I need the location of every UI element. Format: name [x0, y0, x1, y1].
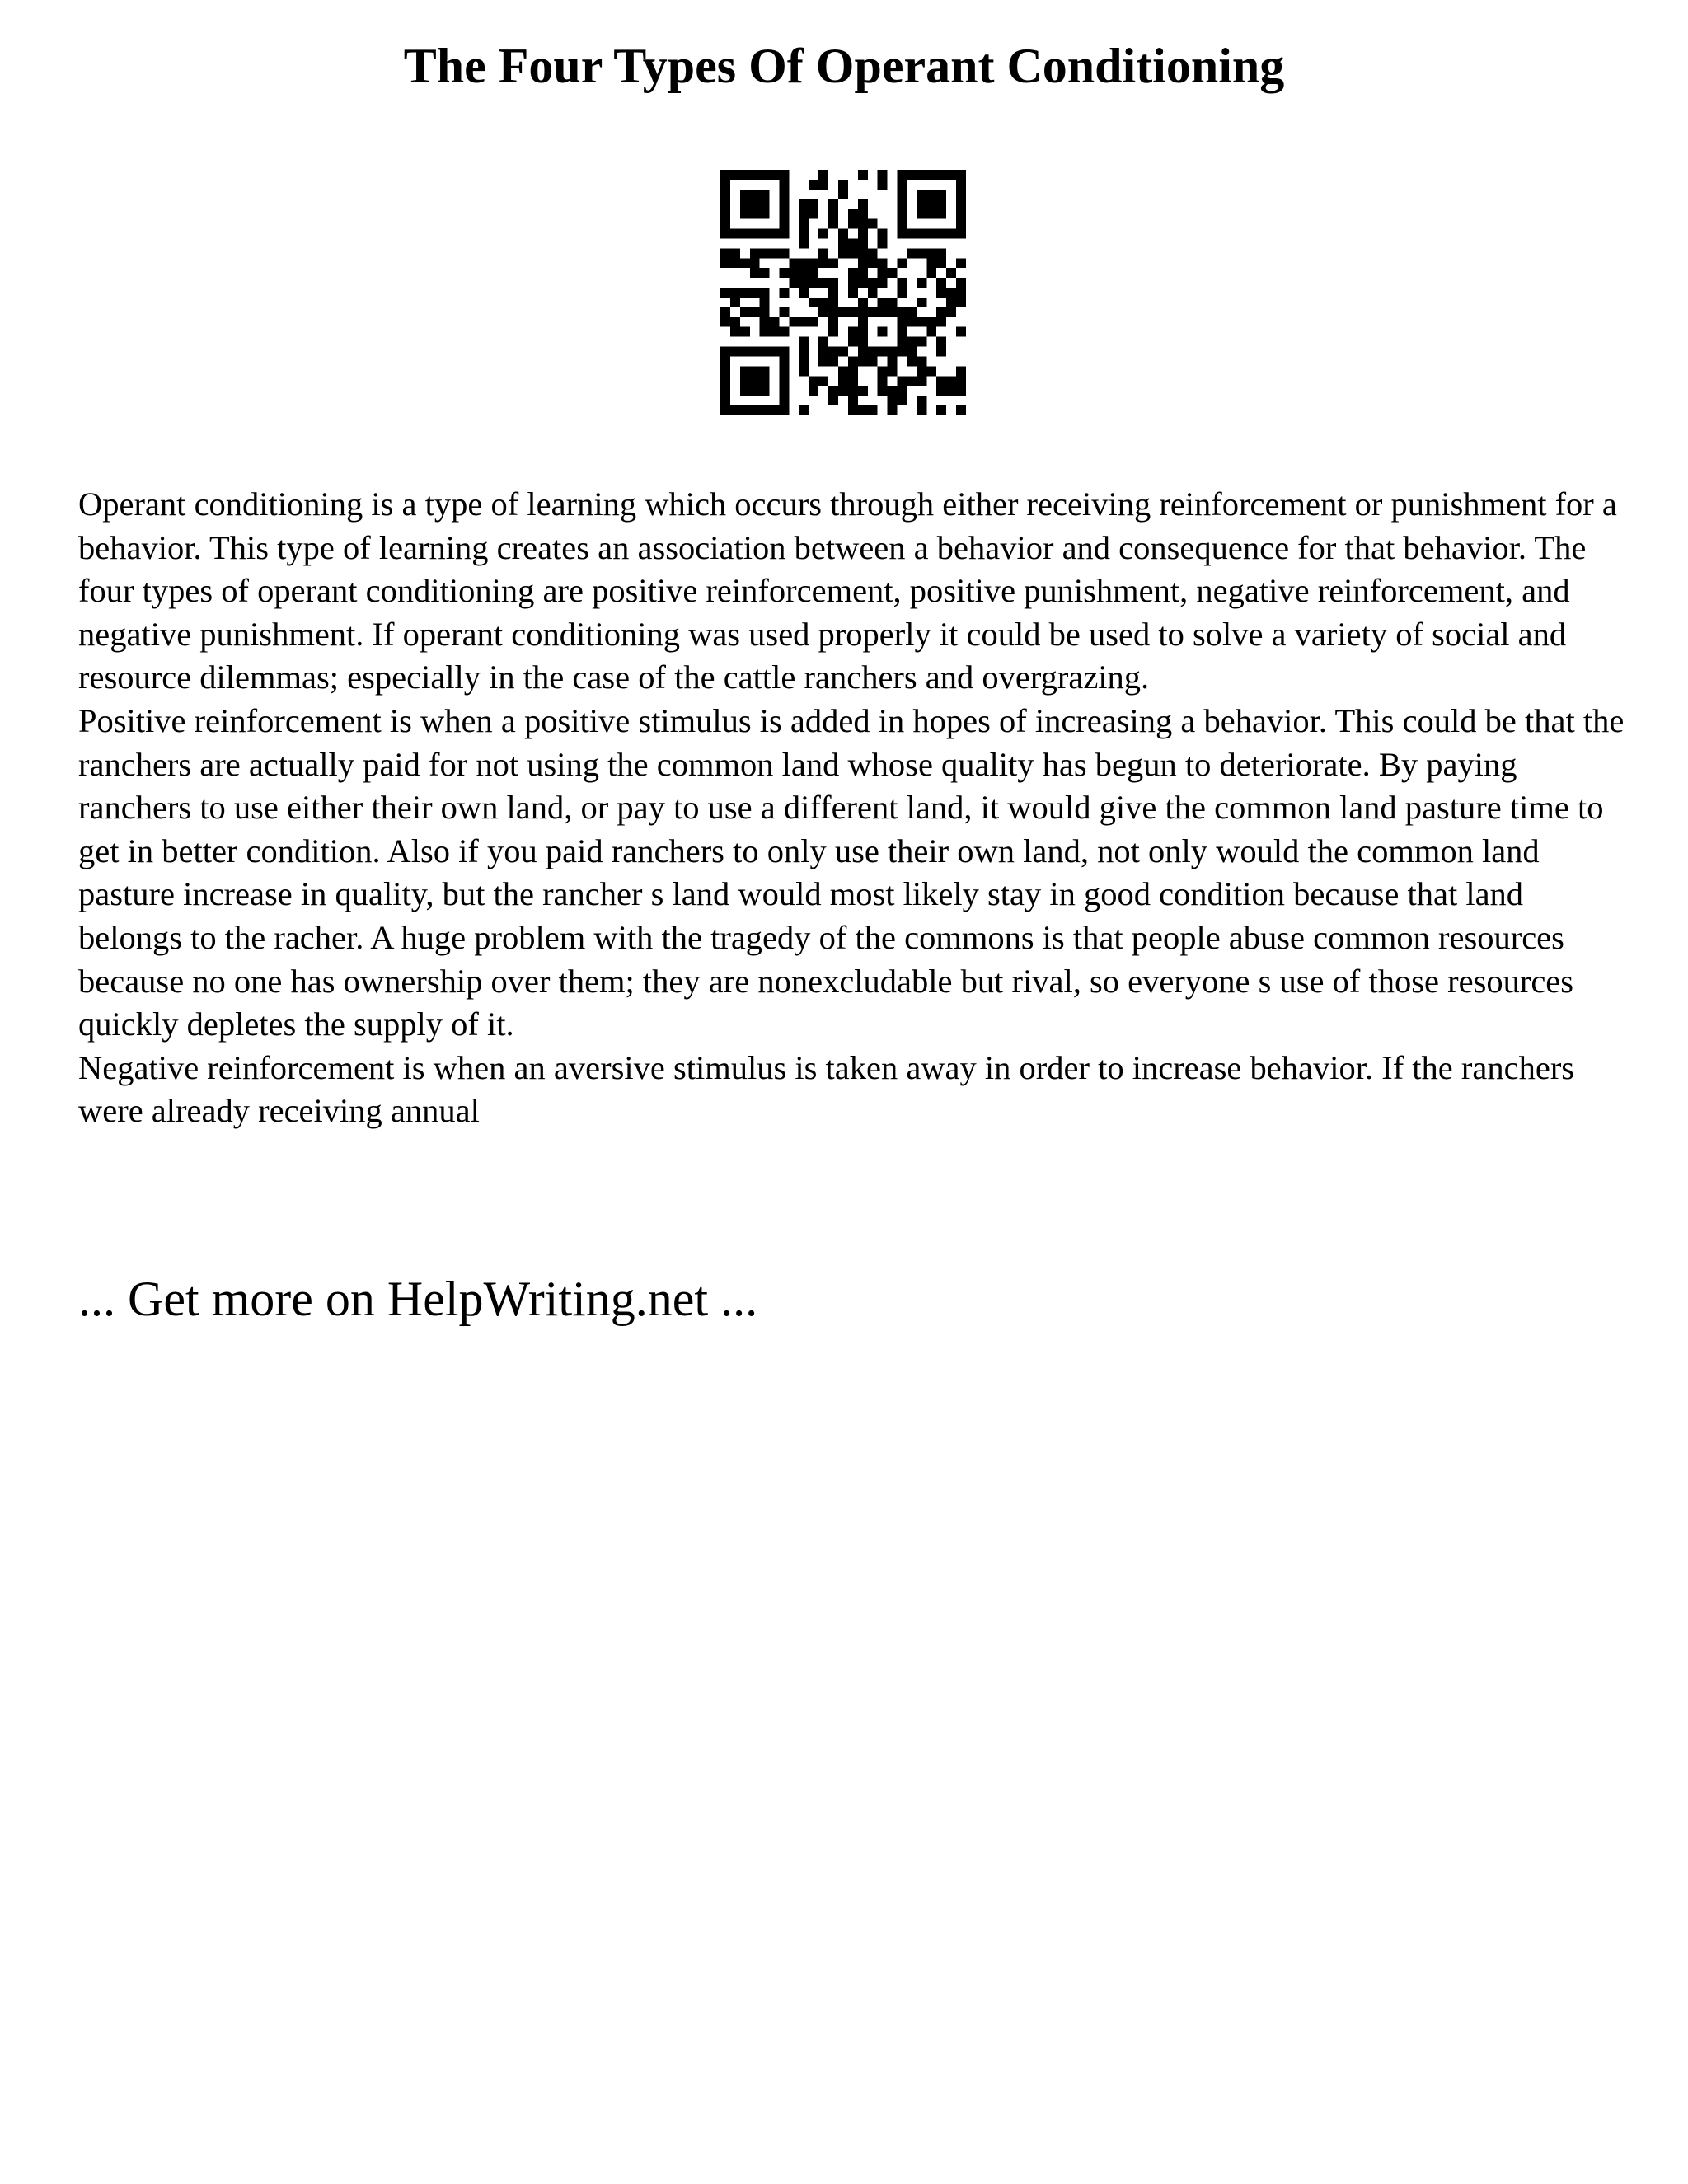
article-body [78, 483, 1628, 1133]
page-title: The Four Types Of Operant Conditioning [403, 39, 1285, 93]
qr-code [720, 170, 966, 415]
paragraph-intro: Operant conditioning is a type of learning which occurs through either receiving reinforcement or punishment for a behavior. This type of learning creates an association between a behavior and consequence for that behavior. The four types of operant conditioning are positive reinforcement, positive punishment, negative reinforcement, and negative punishment. If operant conditioning was used properly it could be used to solve a variety of social and resource dilemmas; especially in the case of the cattle ranchers and overgrazing. [78, 485, 1617, 696]
paragraph-positive-reinforcement: Positive reinforcement is when a positive stimulus is added in hopes of increasing a behavior. This could be that the ranchers are actually paid for not using the common land whose quality has begun to deteriorate. By paying ranchers to use either their own land, or pay to use a different land, it would give the common land pasture time to get in better condition. Also if you paid ranchers to only use their own land, not only would the common land pasture increase in quality, but the rancher s land would most likely stay in good condition because that land belongs to the racher. A huge problem with the tragedy of the commons is that people abuse common resources because no one has ownership over them; they are nonexcludable but rival, so everyone s use of those resources quickly depletes the supply of it. [78, 701, 1625, 1043]
paragraph-negative-reinforcement: Negative reinforcement is when an aversive stimulus is taken away in order to increase behavior. If the ranchers were already receiving annual [78, 1048, 1575, 1130]
qr-code-icon [720, 170, 966, 415]
get-more-link[interactable]: ... Get more on HelpWriting.net ... [78, 1272, 758, 1326]
